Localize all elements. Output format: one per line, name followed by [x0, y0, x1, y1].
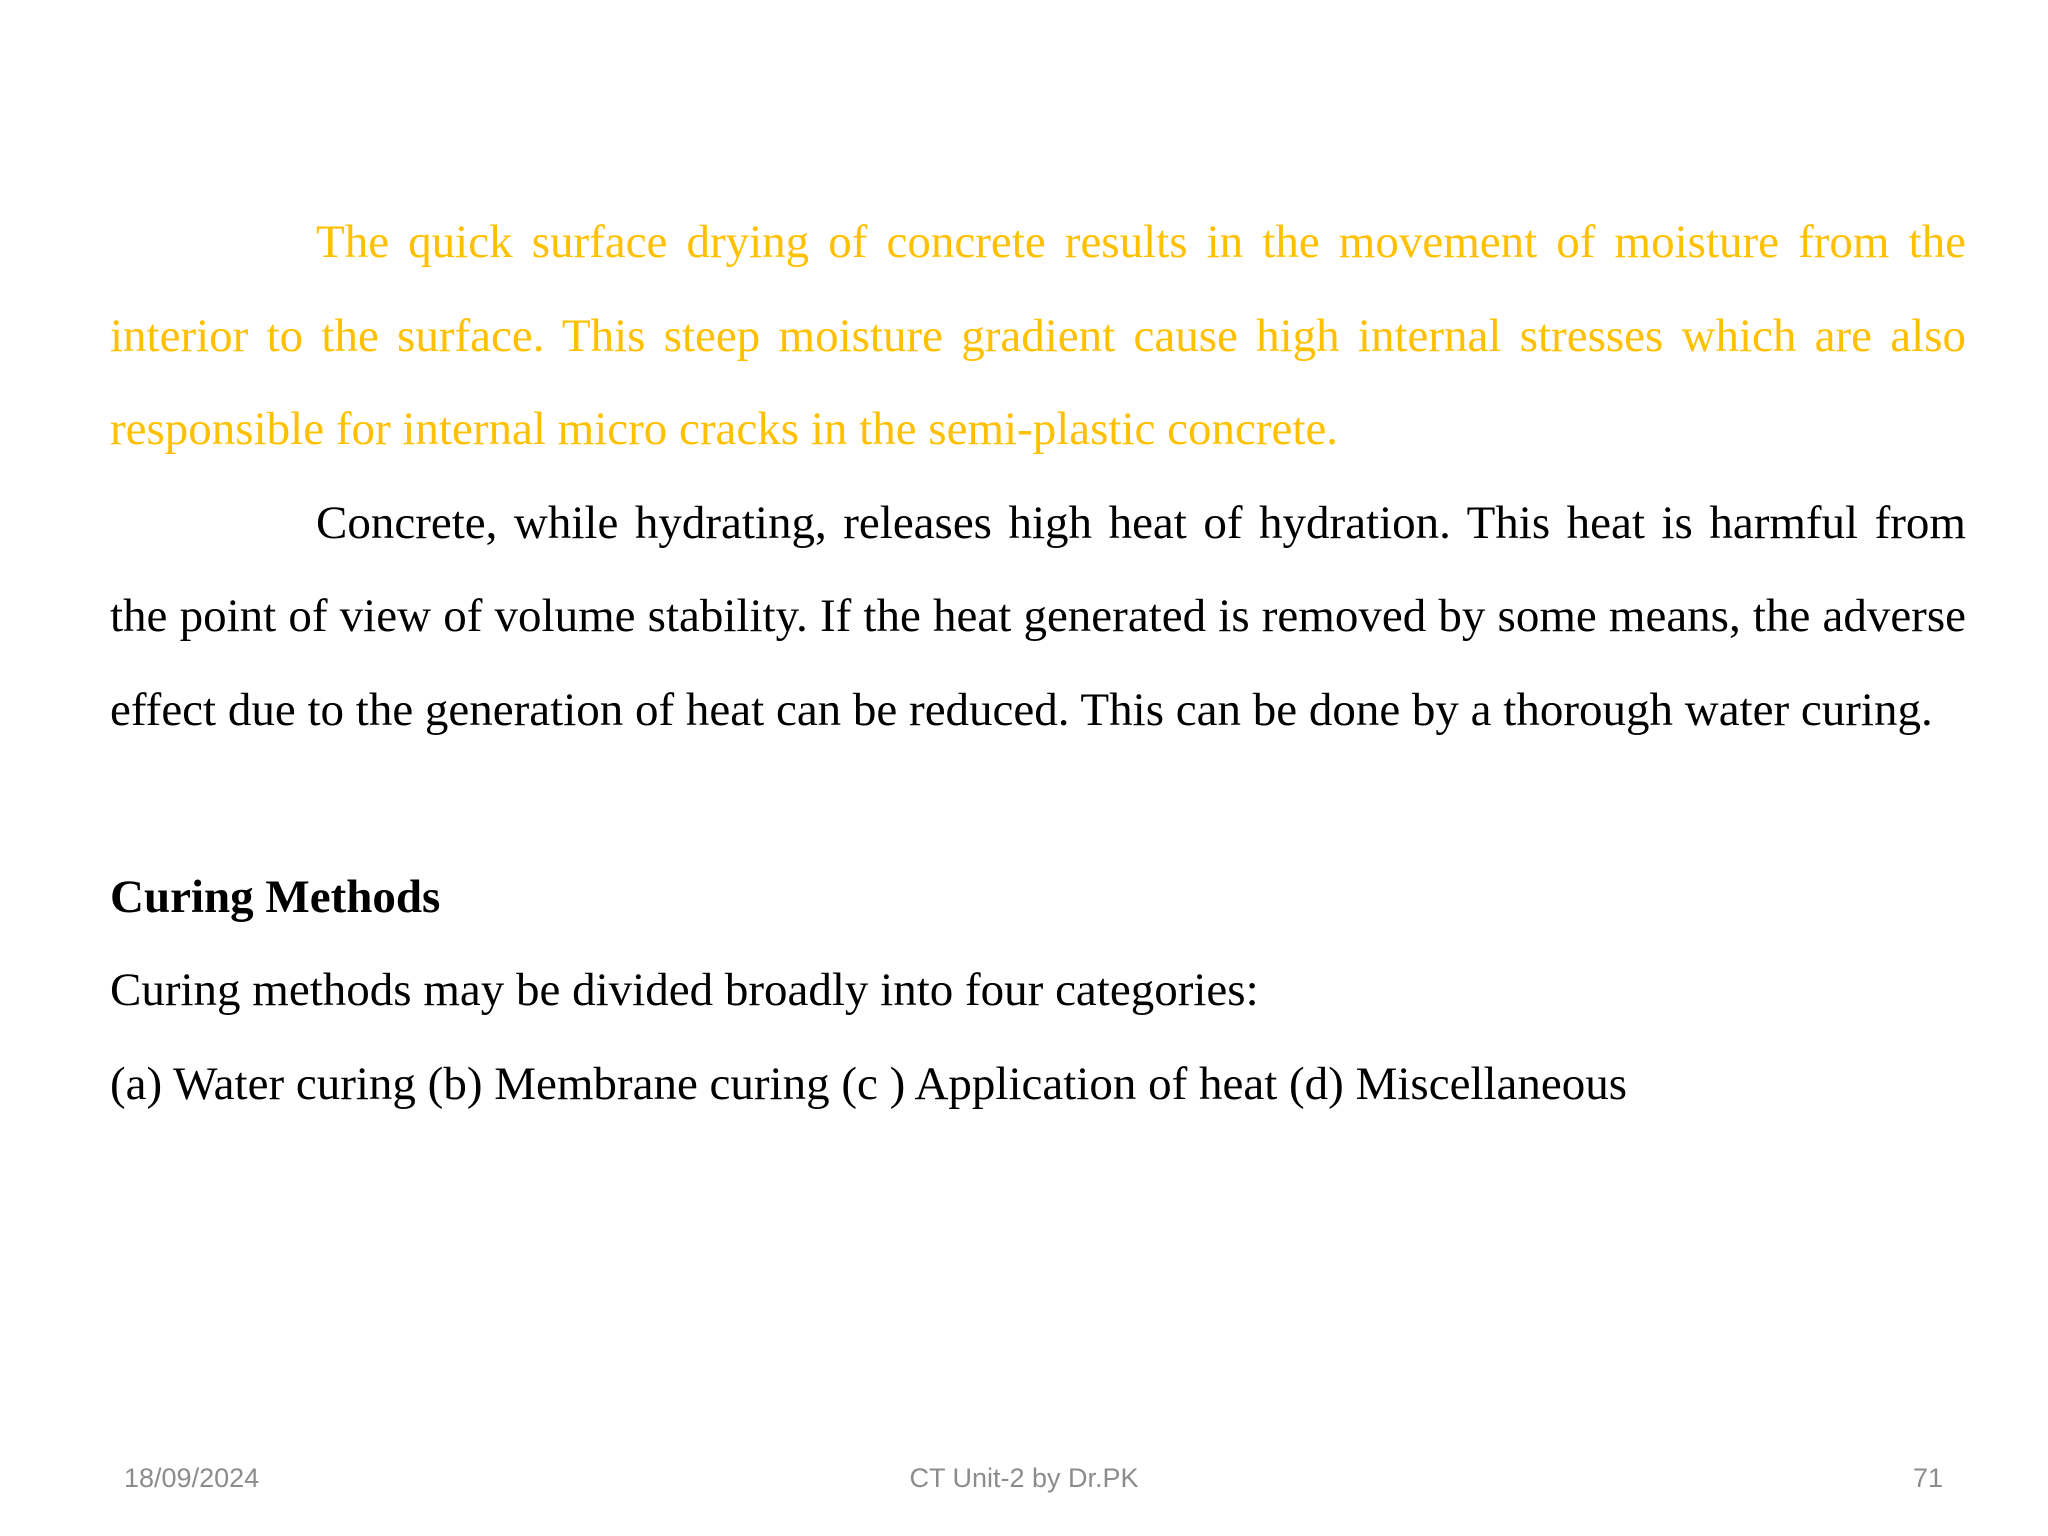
- footer-date: 18/09/2024: [124, 1463, 260, 1493]
- paragraph-heat-of-hydration: Concrete, while hydrating, releases high heat of hydration. This heat is harmful from the point of view of volume stability. If the heat generated is removed by some means, the adverse effect due to the generation of heat can be reduced. This can be done by a thorough water curing.: [110, 496, 1966, 736]
- slide-body: [110, 196, 1966, 1131]
- paragraph-moisture-gradient: The quick surface drying of concrete results in the movement of moisture from the interior to the surface. This steep moisture gradient cause high internal stresses which are also responsible for internal micro cracks in the semi-plastic concrete.: [110, 216, 1966, 455]
- categories-line: (a) Water curing (b) Membrane curing (c ) Application of heat (d) Miscellaneous: [110, 1057, 1628, 1110]
- slide-number: 71: [1912, 1463, 1943, 1493]
- intro-line: Curing methods may be divided broadly into four categories:: [110, 964, 1259, 1016]
- footer-title: CT Unit-2 by Dr.PK: [909, 1463, 1139, 1493]
- spacer: [110, 757, 1966, 851]
- section-heading: Curing Methods: [110, 870, 441, 923]
